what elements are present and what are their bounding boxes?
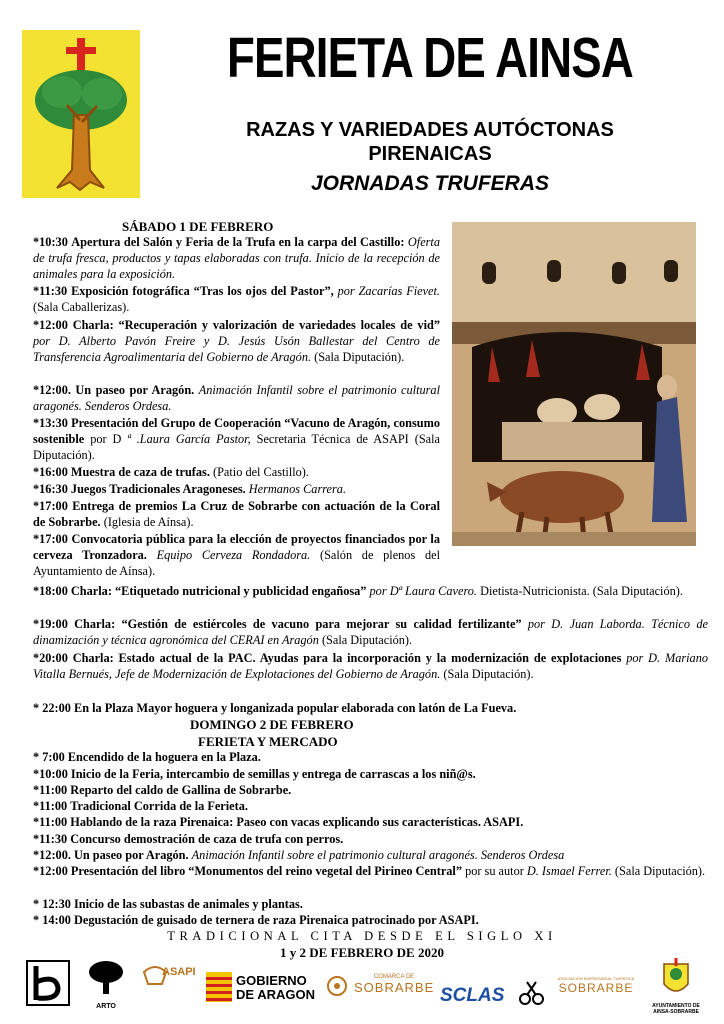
schedule-item: *17:00 Convocatoria pública para la elección de proyectos financiados por la cerveza Tronzadora. Equipo Cerveza Rondadora. (Salón de plenos del Ayuntamiento de Aínsa). bbox=[33, 532, 441, 578]
aragon-flag-icon bbox=[206, 972, 232, 1002]
schedule-item: *16:00 Muestra de caza de trufas. (Patio del Castillo). bbox=[33, 465, 309, 479]
schedule-item: *11:00 Tradicional Corrida de la Ferieta. bbox=[33, 799, 248, 813]
sclas-logo: SCLAS bbox=[440, 985, 505, 1006]
schedule-item: *16:30 Juegos Tradicionales Aragoneses. Hermanos Carrera. bbox=[33, 482, 347, 496]
schedule-item: *12:00. Un paseo por Aragón. Animación Infantil sobre el patrimonio cultural aragonés. Senderos Ordesa. bbox=[33, 383, 440, 413]
saturday-heading: SÁBADO 1 DE FEBRERO bbox=[122, 219, 274, 234]
schedule-item: * 14:00 Degustación de guisado de ternera de raza Pirenaica patrocinado por ASAPI. bbox=[33, 913, 479, 927]
medieval-painting-image bbox=[452, 222, 696, 546]
coat-of-arms-icon bbox=[662, 958, 690, 998]
subtitle-line-3: JORNADAS TRUFERAS bbox=[310, 172, 549, 195]
schedule-item: *11:30 Concurso demostración de caza de trufa con perros. bbox=[33, 832, 344, 846]
arto-logo: ARTO bbox=[86, 958, 126, 1012]
schedule-item: * 22:00 En la Plaza Mayor hoguera y longanizada popular elaborada con latón de La Fueva. bbox=[33, 701, 517, 715]
schedule-item: *10:00 Inicio de la Feria, intercambio de semillas y entrega de carrascas a los niñ@s. bbox=[33, 767, 476, 781]
schedule-item: * 12:30 Inicio de las subastas de animales y plantas. bbox=[33, 897, 303, 911]
schedule-item: *18:00 Charla: “Etiquetado nutricional y publicidad engañosa” por Dª Laura Cavero. Dietista-Nutricionista. (Sala Diputación). bbox=[33, 584, 683, 598]
schedule-item: *12:00 Charla: “Recuperación y valorización de variedades locales de vid” por D. Alberto Pavón Freire y D. Jesús Usón Ballestar del Centro de Transferencia Agroalimentaria del Gobierno de Aragón. (Sala Diputación). bbox=[33, 318, 440, 364]
schedule-item: * 7:00 Encendido de la hoguera en la Plaza. bbox=[33, 750, 261, 764]
ayuntamiento-logo: AYUNTAMIENTO DE AINSA-SOBRARBE bbox=[648, 958, 704, 1020]
b-logo-icon bbox=[26, 960, 70, 1006]
schedule-item: *10:30 Apertura del Salón y Feria de la Trufa en la carpa del Castillo: Oferta de trufa fresca, productos y tapas elaboradas con trufa. Inicio de la recepción de animales para la exposición. bbox=[33, 235, 440, 281]
page-title: FERIETA DE AINSA bbox=[226, 26, 634, 90]
subtitle-line-2: PIRENAICAS bbox=[368, 143, 492, 165]
scissors-icon bbox=[518, 980, 546, 1006]
comarca-sobrarbe-logo: COMARCA DE SOBRARBE bbox=[354, 974, 435, 995]
schedule-item: *11:00 Reparto del caldo de Gallina de Sobrarbe. bbox=[33, 783, 292, 797]
schedule-item: *11:30 Exposición fotográfica “Tras los ojos del Pastor”, por Zacarías Fievet. (Sala Caballerizas). bbox=[33, 284, 440, 314]
schedule-item: *12:00 Presentación del libro “Monumentos del reino vegetal del Pirineo Central” por su autor D. Ismael Ferrer. (Sala Diputación). bbox=[33, 864, 706, 878]
schedule-item: *20:00 Charla: Estado actual de la PAC. Ayudas para la incorporación y la modernización de explotaciones por D. Mariano Vitalla Bernués, Jefe de Modernización de Explotaciones del Gobierno de Aragón. (Sala Diputación). bbox=[33, 651, 709, 681]
schedule-item: *19:00 Charla: “Gestión de estiércoles de vacuno para mejorar su calidad fertilizante” por D. Juan Laborda. Técnico de dinamización y técnica agronómica del CERAI en Aragón (Sala Diputación). bbox=[33, 617, 708, 647]
sunday-heading: DOMINGO 2 DE FEBRERO bbox=[190, 717, 354, 732]
asoc-sobrarbe-logo: ASOCIACIÓN EMPRESARIAL TURÍSTICA SOBRARBE bbox=[557, 976, 635, 995]
schedule-item: *12:00. Un paseo por Aragón. Animación Infantil sobre el patrimonio cultural aragonés. Senderos Ordesa bbox=[33, 848, 565, 862]
schedule-item: *13:30 Presentación del Grupo de Cooperación “Vacuno de Aragón, consumo sostenible por D ª .Laura García Pastor, Secretaria Técnica de ASAPI (Sala Diputación). bbox=[33, 416, 441, 462]
gobierno-aragon-logo: GOBIERNO DE ARAGON bbox=[206, 972, 324, 1008]
asapi-logo: ASAPI bbox=[140, 962, 196, 1006]
subtitle-line-1: RAZAS Y VARIEDADES AUTÓCTONAS bbox=[246, 119, 614, 141]
tree-icon bbox=[86, 958, 126, 998]
schedule-item: *11:00 Hablando de la raza Pirenaica: Paseo con vacas explicando sus características. ASAPI. bbox=[33, 815, 524, 829]
tree-cross-icon bbox=[22, 30, 140, 198]
footer-dates: 1 y 2 DE FEBRERO DE 2020 bbox=[280, 945, 444, 960]
comarca-sun-icon bbox=[326, 975, 348, 997]
footer-tagline: TRADICIONAL CITA DESDE EL SIGLO XI bbox=[167, 929, 557, 943]
sunday-subheading: FERIETA Y MERCADO bbox=[198, 734, 338, 749]
schedule-item: *17:00 Entrega de premios La Cruz de Sobrarbe con actuación de la Coral de Sobrarbe. (Iglesia de Aínsa). bbox=[33, 499, 440, 529]
sobrarbe-emblem bbox=[22, 30, 140, 198]
